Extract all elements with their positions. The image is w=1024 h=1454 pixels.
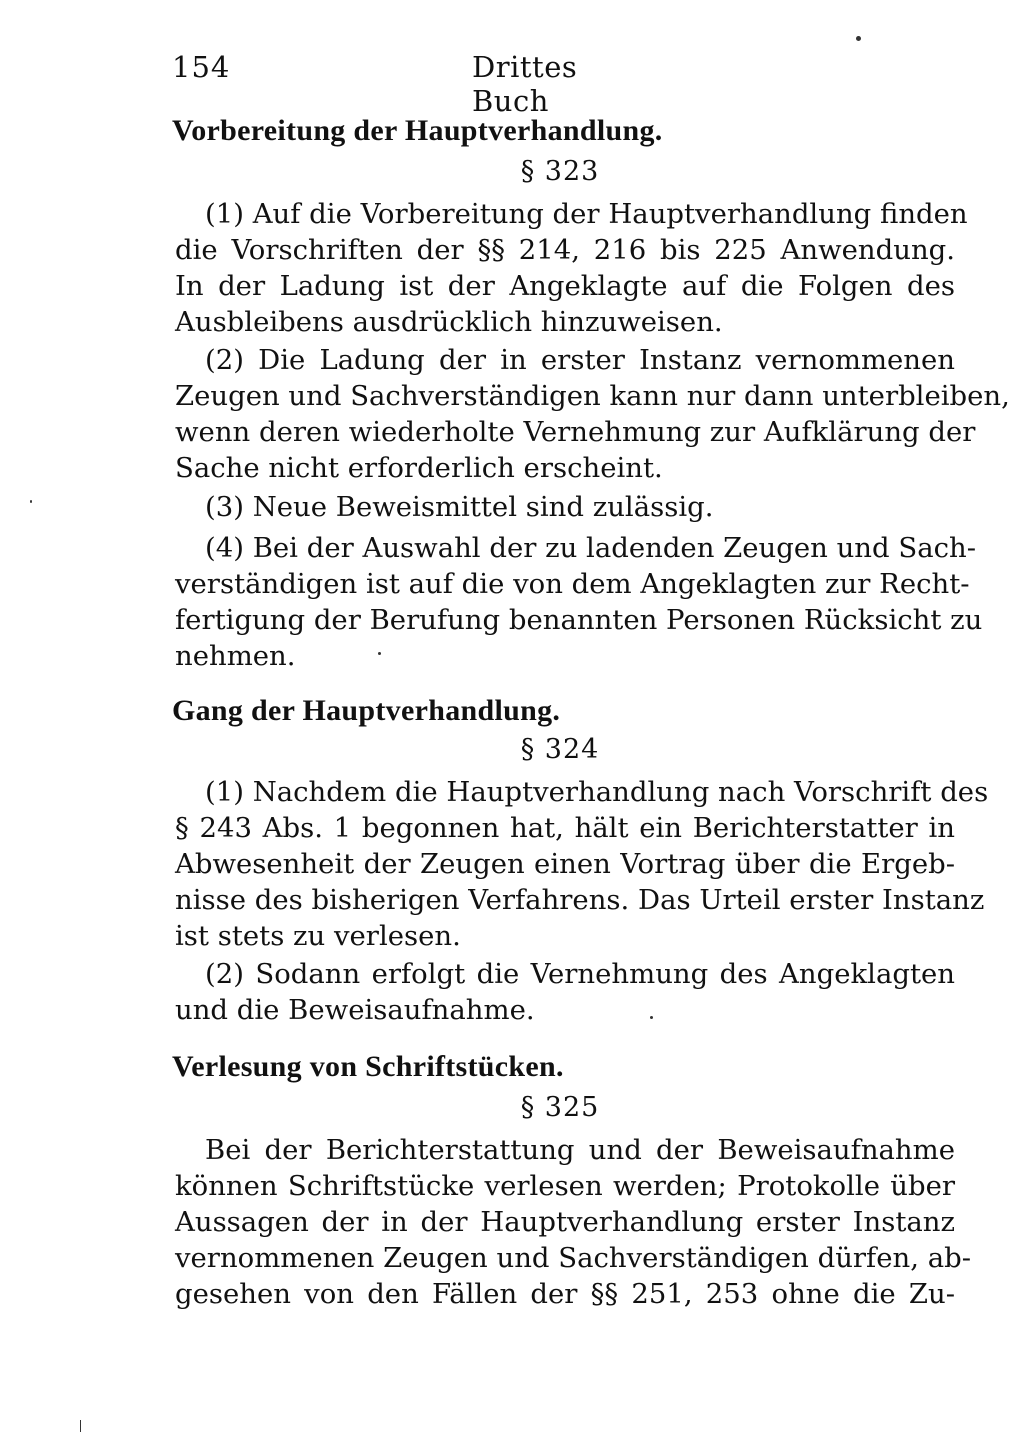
paragraph-sign (0, 156, 1024, 187)
text-line: Sache nicht erforderlich erscheint. (175, 452, 663, 484)
text-line: Aussagen der in der Hauptverhandlung erster Instanz (175, 1206, 955, 1238)
text-line: § 243 Abs. 1 begonnen hat, hält ein Berichterstatter in (175, 812, 955, 844)
scan-speck (378, 652, 381, 655)
text-line: (1) Nachdem die Hauptverhandlung nach Vorschrift des (205, 776, 989, 808)
scan-speck (30, 500, 32, 503)
section-heading: Verlesung von Schriftstücken. (172, 1050, 564, 1083)
paragraph-sign-text: § 324 (520, 734, 600, 765)
text-line: Abwesenheit der Zeugen einen Vortrag über die Ergeb- (175, 848, 955, 880)
text-line: (4) Bei der Auswahl der zu ladenden Zeugen und Sach- (205, 532, 976, 564)
paragraph-sign-text: § 323 (520, 156, 600, 187)
text-line: (1) Auf die Vorbereitung der Hauptverhandlung finden (205, 198, 968, 230)
scan-speck (856, 36, 861, 41)
scan-speck (650, 1016, 653, 1019)
text-line: nisse des bisherigen Verfahrens. Das Urteil erster Instanz (175, 884, 985, 916)
text-line: fertigung der Berufung benannten Personen Rücksicht zu (175, 604, 983, 636)
page-number: 154 (172, 50, 231, 84)
text-line: und die Beweisaufnahme. (175, 994, 535, 1026)
section-heading: Gang der Hauptverhandlung. (172, 694, 561, 727)
paragraph-sign (0, 1092, 1024, 1123)
text-line: die Vorschriften der §§ 214, 216 bis 225 Anwendung. (175, 234, 955, 266)
text-line: (2) Die Ladung der in erster Instanz vernommenen (205, 344, 955, 376)
text-line: Bei der Berichterstattung und der Beweisaufnahme (205, 1134, 955, 1166)
paragraph-sign-text: § 325 (520, 1092, 600, 1123)
page-header (172, 50, 652, 118)
running-title: Drittes Buch (472, 50, 578, 118)
text-line: (3) Neue Beweismittel sind zulässig. (205, 491, 714, 523)
text-line: verständigen ist auf die von dem Angeklagten zur Recht- (175, 568, 970, 600)
text-line: Ausbleibens ausdrücklich hinzuweisen. (175, 306, 723, 338)
scan-speck (80, 1420, 81, 1432)
paragraph-sign (0, 734, 1024, 765)
text-line: wenn deren wiederholte Vernehmung zur Aufklärung der (175, 416, 976, 448)
text-line: gesehen von den Fällen der §§ 251, 253 ohne die Zu- (175, 1278, 955, 1310)
text-line: können Schriftstücke verlesen werden; Protokolle über (175, 1170, 955, 1202)
text-line: vernommenen Zeugen und Sachverständigen dürfen, ab- (175, 1242, 971, 1274)
text-line: nehmen. (175, 640, 296, 672)
text-line: Zeugen und Sachverständigen kann nur dann unterbleiben, (175, 380, 1010, 412)
section-heading: Vorbereitung der Hauptverhandlung. (172, 114, 663, 147)
text-line: In der Ladung ist der Angeklagte auf die Folgen des (175, 270, 955, 302)
text-line: (2) Sodann erfolgt die Vernehmung des Angeklagten (205, 958, 955, 990)
text-line: ist stets zu verlesen. (175, 920, 461, 952)
